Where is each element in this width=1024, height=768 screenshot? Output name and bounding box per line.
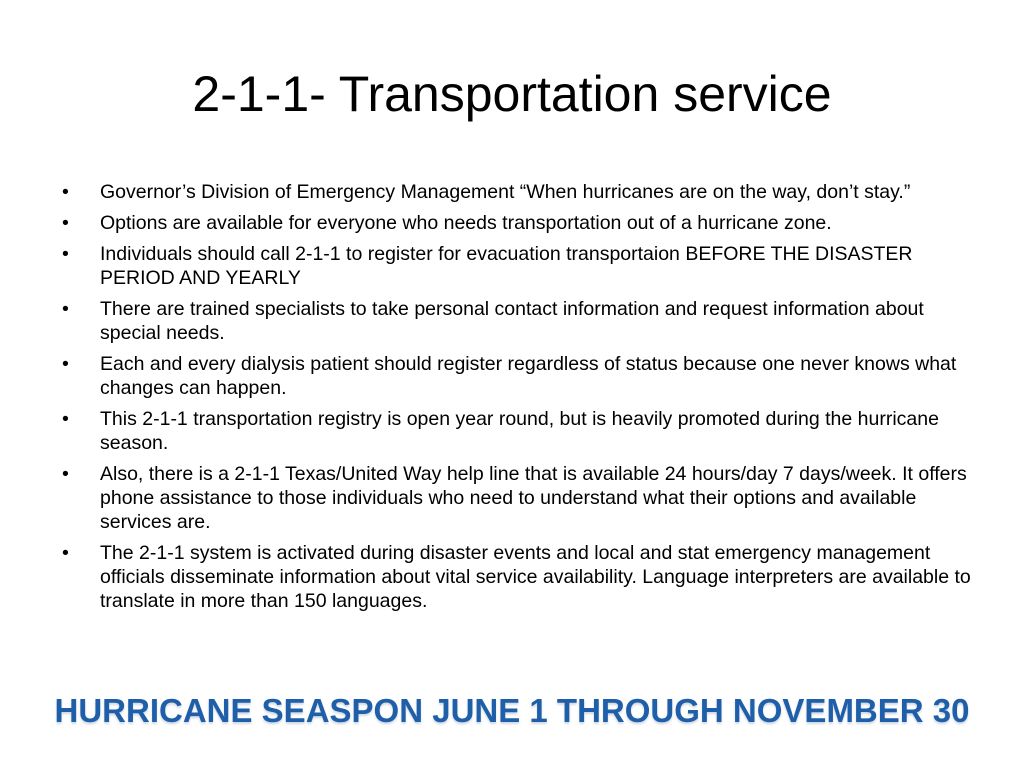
bullet-list [62, 180, 972, 620]
bullet-icon: • [62, 243, 69, 265]
bullet-item [62, 352, 972, 400]
bullet-text: Governor’s Division of Emergency Management “When hurricanes are on the way, don’t stay.” [100, 181, 911, 203]
bullet-icon: • [62, 353, 69, 375]
footer-banner: HURRICANE SEASPON JUNE 1 THROUGH NOVEMBER 30 [54, 692, 970, 729]
bullet-item [62, 407, 972, 455]
bullet-icon: • [62, 463, 69, 485]
bullet-icon: • [62, 542, 69, 564]
bullet-icon: • [62, 181, 69, 203]
bullet-text: Individuals should call 2-1-1 to register for evacuation transportaion BEFORE THE DISASTER PERIOD AND YEARLY [100, 243, 913, 289]
bullet-text: There are trained specialists to take personal contact information and request information about special needs. [100, 298, 924, 344]
bullet-text: The 2-1-1 system is activated during disaster events and local and stat emergency management officials disseminate information about vital service availability. Language interpreters are available to translate in more than 150 languages. [100, 542, 971, 612]
bullet-item [62, 211, 972, 235]
bullet-text: This 2-1-1 transportation registry is open year round, but is heavily promoted during the hurricane season. [100, 408, 939, 454]
bullet-text: Also, there is a 2-1-1 Texas/United Way help line that is available 24 hours/day 7 days/week. It offers phone assistance to those individuals who need to understand what their options and available services are. [100, 463, 967, 533]
bullet-item [62, 541, 972, 613]
slide-title: 2-1-1- Transportation service [192, 66, 832, 122]
bullet-item [62, 297, 972, 345]
bullet-text: Each and every dialysis patient should register regardless of status because one never knows what changes can happen. [100, 353, 957, 399]
bullet-item [62, 462, 972, 534]
bullet-icon: • [62, 408, 69, 430]
bullet-icon: • [62, 298, 69, 320]
bullet-item [62, 180, 972, 204]
bullet-item [62, 242, 972, 290]
bullet-text: Options are available for everyone who needs transportation out of a hurricane zone. [100, 212, 832, 234]
bullet-icon: • [62, 212, 69, 234]
